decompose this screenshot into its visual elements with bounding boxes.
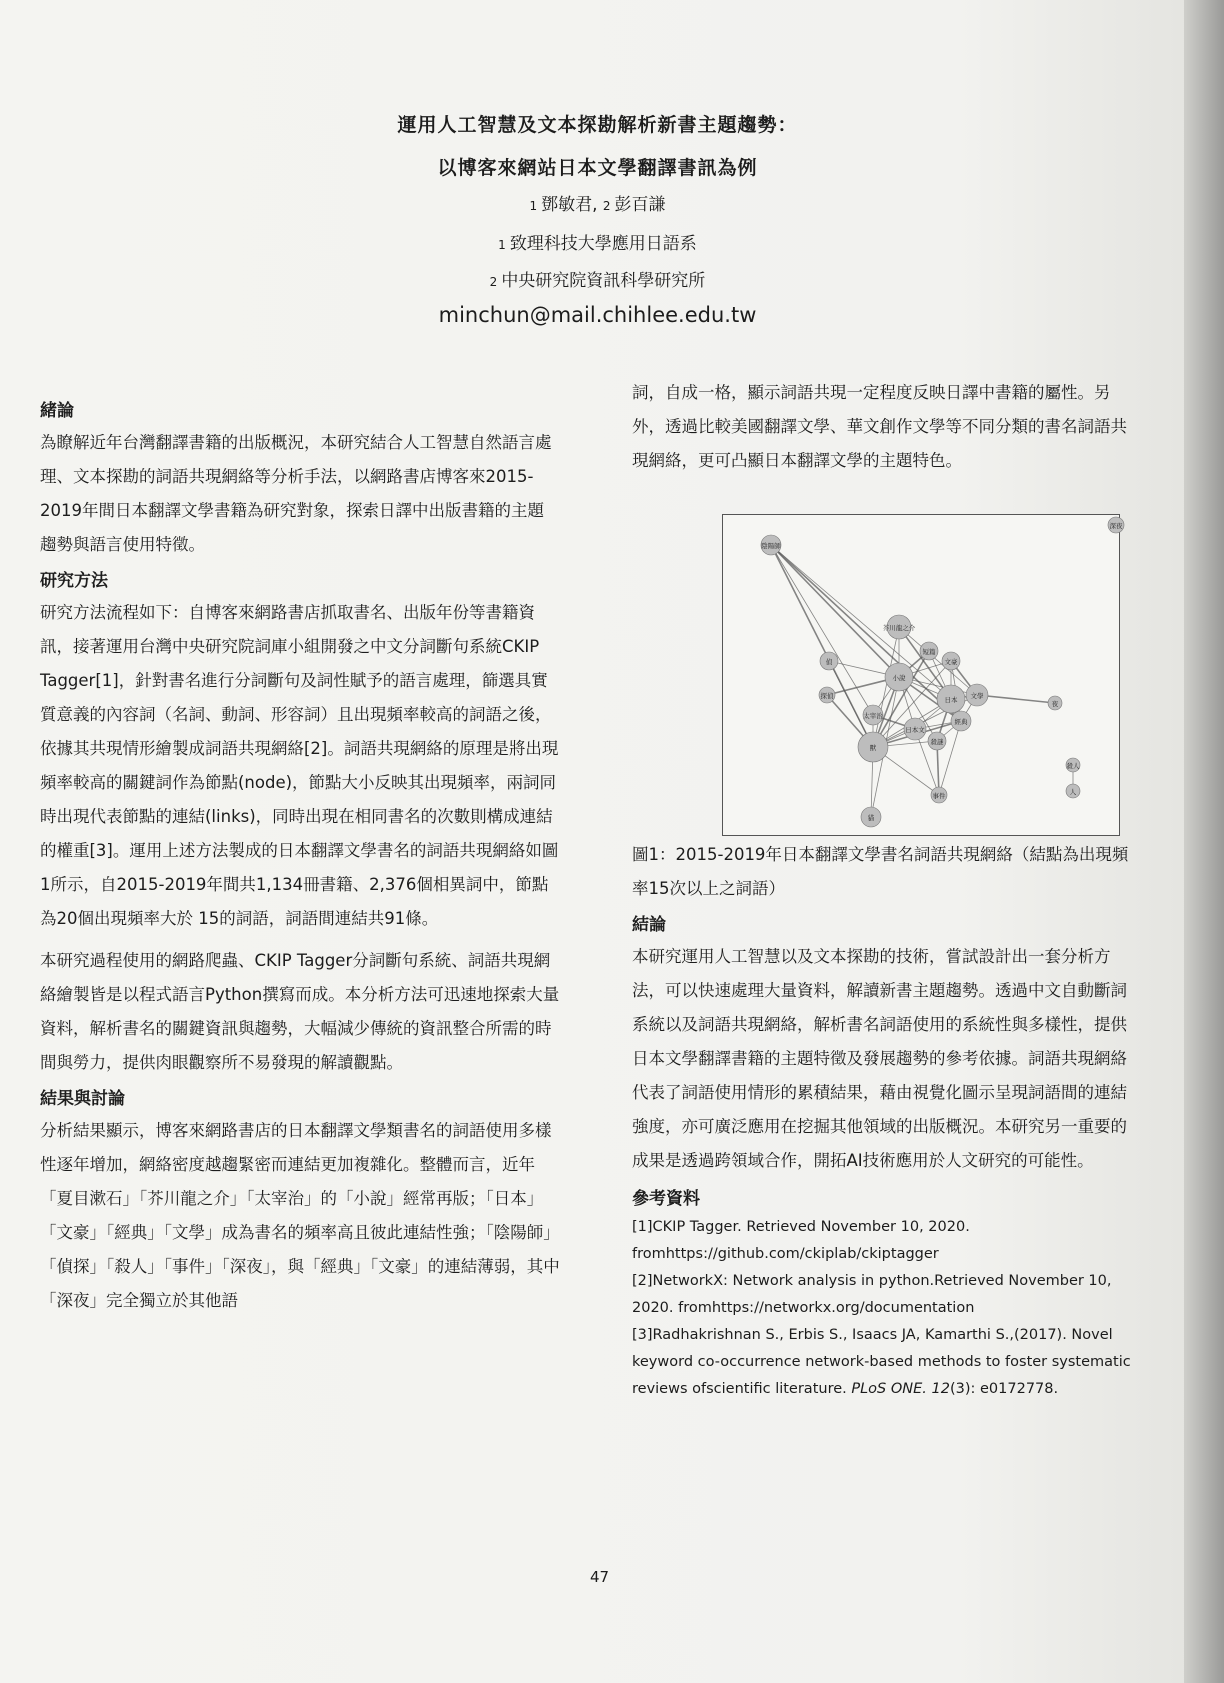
intro-paragraph: 為瞭解近年台灣翻譯書籍的出版概況，本研究結合人工智慧自然語言處理、文本探勘的詞語共現網絡等分析手法，以網路書店博客來2015-2019年間日本翻譯文學書籍為研究對象，探索日譯中出版書籍的主題趨勢與語言使用特徵。 (40, 433, 552, 554)
authors (0, 190, 1195, 215)
network-node-label: 日本 (944, 696, 958, 704)
network-node-label: 日本文 (905, 726, 925, 734)
network-edge (771, 545, 961, 721)
network-edge (771, 545, 951, 699)
results-continued: 詞，自成一格，顯示詞語共現一定程度反映日譯中書籍的屬性。另外，透過比較美國翻譯文學、華文創作文學等不同分類的書名詞語共現網絡，更可凸顯日本翻譯文學的主題特色。 (632, 383, 1127, 470)
network-edge (939, 721, 961, 795)
paper-title-line1: 運用人工智慧及文本探勘解析新書主題趨勢： (397, 114, 798, 136)
network-graph (723, 515, 1123, 835)
conclusion-heading: 結論 (632, 915, 666, 935)
reference-1: [1]CKIP Tagger. Retrieved November 10, 2020. fromhttps://github.com/ckiplab/ckiptagger (632, 1219, 970, 1262)
network-node-label: 獸 (869, 744, 877, 752)
reference-3 (632, 1322, 1142, 1403)
references-list (632, 1214, 1142, 1403)
page-number: 47 (590, 1568, 610, 1586)
network-node-label: 太宰治 (863, 712, 883, 720)
network-node-label: 事件 (932, 792, 946, 800)
affiliation-1-mark: 1 (498, 238, 506, 252)
network-node-label: 陰陽師 (761, 542, 781, 550)
paper-title-line2: 以博客來網站日本文學翻譯書訊為例 (437, 157, 758, 179)
network-node-label: 短篇 (922, 648, 936, 656)
figure-caption (632, 838, 1142, 1403)
affiliation-1 (0, 229, 1195, 254)
affiliation-2-mark: 2 (489, 275, 498, 289)
left-column (40, 392, 560, 1318)
right-column-top (632, 376, 1142, 478)
reference-2: [2]NetworkX: Network analysis in python.Retrieved November 10, 2020. fromhttps://networkx.org/documentation (632, 1273, 1112, 1316)
method-paragraph-2: 本研究過程使用的網路爬蟲、CKIP Tagger分詞斷句系統、詞語共現網絡繪製皆是以程式語言Python撰寫而成。本分析方法可迅速地探索大量資料，解析書名的關鍵資訊與趨勢，大幅減少傳統的資訊整合所需的時間與勞力，提供肉眼觀察所不易發現的解讀觀點。 (40, 951, 560, 1072)
network-node-label: 探偵 (820, 692, 834, 700)
method-paragraph: 研究方法流程如下：自博客來網路書店抓取書名、出版年份等書籍資訊，接著運用台灣中央研究院詞庫小組開發之中文分詞斷句系統CKIP Tagger[1]，針對書名進行分詞斷句及詞性賦予的語言處理，篩選具實質意義的內容詞（名詞、動詞、形容詞）且出現頻率較高的詞語之後，依據其共現情形繪製成詞語共現網絡[2]。詞語共現網絡的原理是將出現頻率較高的關鍵詞作為節點(node)，節點大小反映其出現頻率，兩詞同時出現代表節點的連結(links)，同時出現在相同書名的次數則構成連結的權重[3]。運用上述方法製成的日本翻譯文學書名的詞語共現網絡如圖1所示，自2015-2019年間共1,134冊書籍、2,376個相異詞中，節點為20個出現頻率大於 15的詞語，詞語間連結共91條。 (40, 603, 559, 928)
author1-mark: 1 (529, 199, 538, 213)
network-node-label: 深夜 (1109, 522, 1123, 530)
affiliation-2-name: 中央研究院資訊科學研究所 (501, 271, 706, 291)
author2-mark: 2 (602, 199, 611, 213)
affiliation-2 (0, 266, 1195, 291)
results-heading: 結果與討論 (40, 1089, 125, 1109)
network-node-label: 人 (1069, 788, 1077, 796)
author2-name: 彭百謙 (614, 195, 666, 215)
author1-name: 鄧敏君, (541, 195, 598, 215)
network-node-label: 貓 (867, 814, 875, 822)
method-heading: 研究方法 (40, 571, 108, 591)
results-paragraph: 分析結果顯示，博客來網路書店的日本翻譯文學類書名的詞語使用多樣性逐年增加，網絡密度越趨緊密而連結更加複雜化。整體而言，近年「夏目漱石」「芥川龍之介」「太宰治」的「小說」經常再版；「日本」「文豪」「經典」「文學」成為書名的頻率高且彼此連結性強；「陰陽師」「偵探」「殺人」「事件」「深夜」，與「經典」「文豪」的連結薄弱，其中「深夜」完全獨立於其他語 (40, 1121, 560, 1310)
network-node-label: 夜 (1051, 700, 1059, 708)
network-edge (977, 695, 1055, 703)
conclusion-paragraph: 本研究運用人工智慧以及文本探勘的技術，嘗試設計出一套分析方法，可以快速處理大量資料，解讀新書主題趨勢。透過中文自動斷詞系統以及詞語共現網絡，解析書名詞語使用的系統性與多樣性，提供日本文學翻譯書籍的主題特徵及發展趨勢的參考依據。詞語共現網絡代表了詞語使用情形的累積結果，藉由視覺化圖示呈現詞語間的連結強度，亦可廣泛應用在挖掘其他領域的出版概況。本研究另一重要的成果是透過跨領域合作，開拓AI技術應用於人文研究的可能性。 (632, 947, 1127, 1170)
network-node-label: 偵 (825, 658, 833, 666)
cooccurrence-network-figure (722, 514, 1123, 836)
page-edge-shadow (1184, 0, 1224, 1683)
network-node-label: 殺謎 (930, 738, 944, 746)
figure-caption-text: 圖1：2015-2019年日本翻譯文學書名詞語共現網絡（結點為出現頻率15次以上之詞語） (632, 845, 1129, 898)
network-node-label: 芥川龍之介 (882, 624, 916, 632)
affiliation-1-name: 致理科技大學應用日語系 (509, 234, 697, 254)
reference-3-end: (3): e0172778. (949, 1381, 1059, 1397)
intro-heading: 緒論 (40, 401, 74, 421)
reference-3-journal: PLoS ONE. 12 (851, 1381, 950, 1397)
author-email: minchun@mail.chihlee.edu.tw (438, 303, 757, 327)
network-node-label: 經典 (954, 718, 968, 726)
network-node-label: 文學 (970, 692, 984, 700)
network-node-label: 殺人 (1066, 762, 1080, 770)
reference-3-text: [3]Radhakrishnan S., Erbis S., Isaacs JA, Kamarthi S.,(2017). Novel keyword co-occurrence network-based methods to foster systematic reviews ofscientific literature. (632, 1327, 1131, 1397)
references-heading: 參考資料 (632, 1189, 700, 1209)
network-node-label: 小說 (892, 674, 906, 682)
network-node-label: 文豪 (944, 658, 958, 666)
